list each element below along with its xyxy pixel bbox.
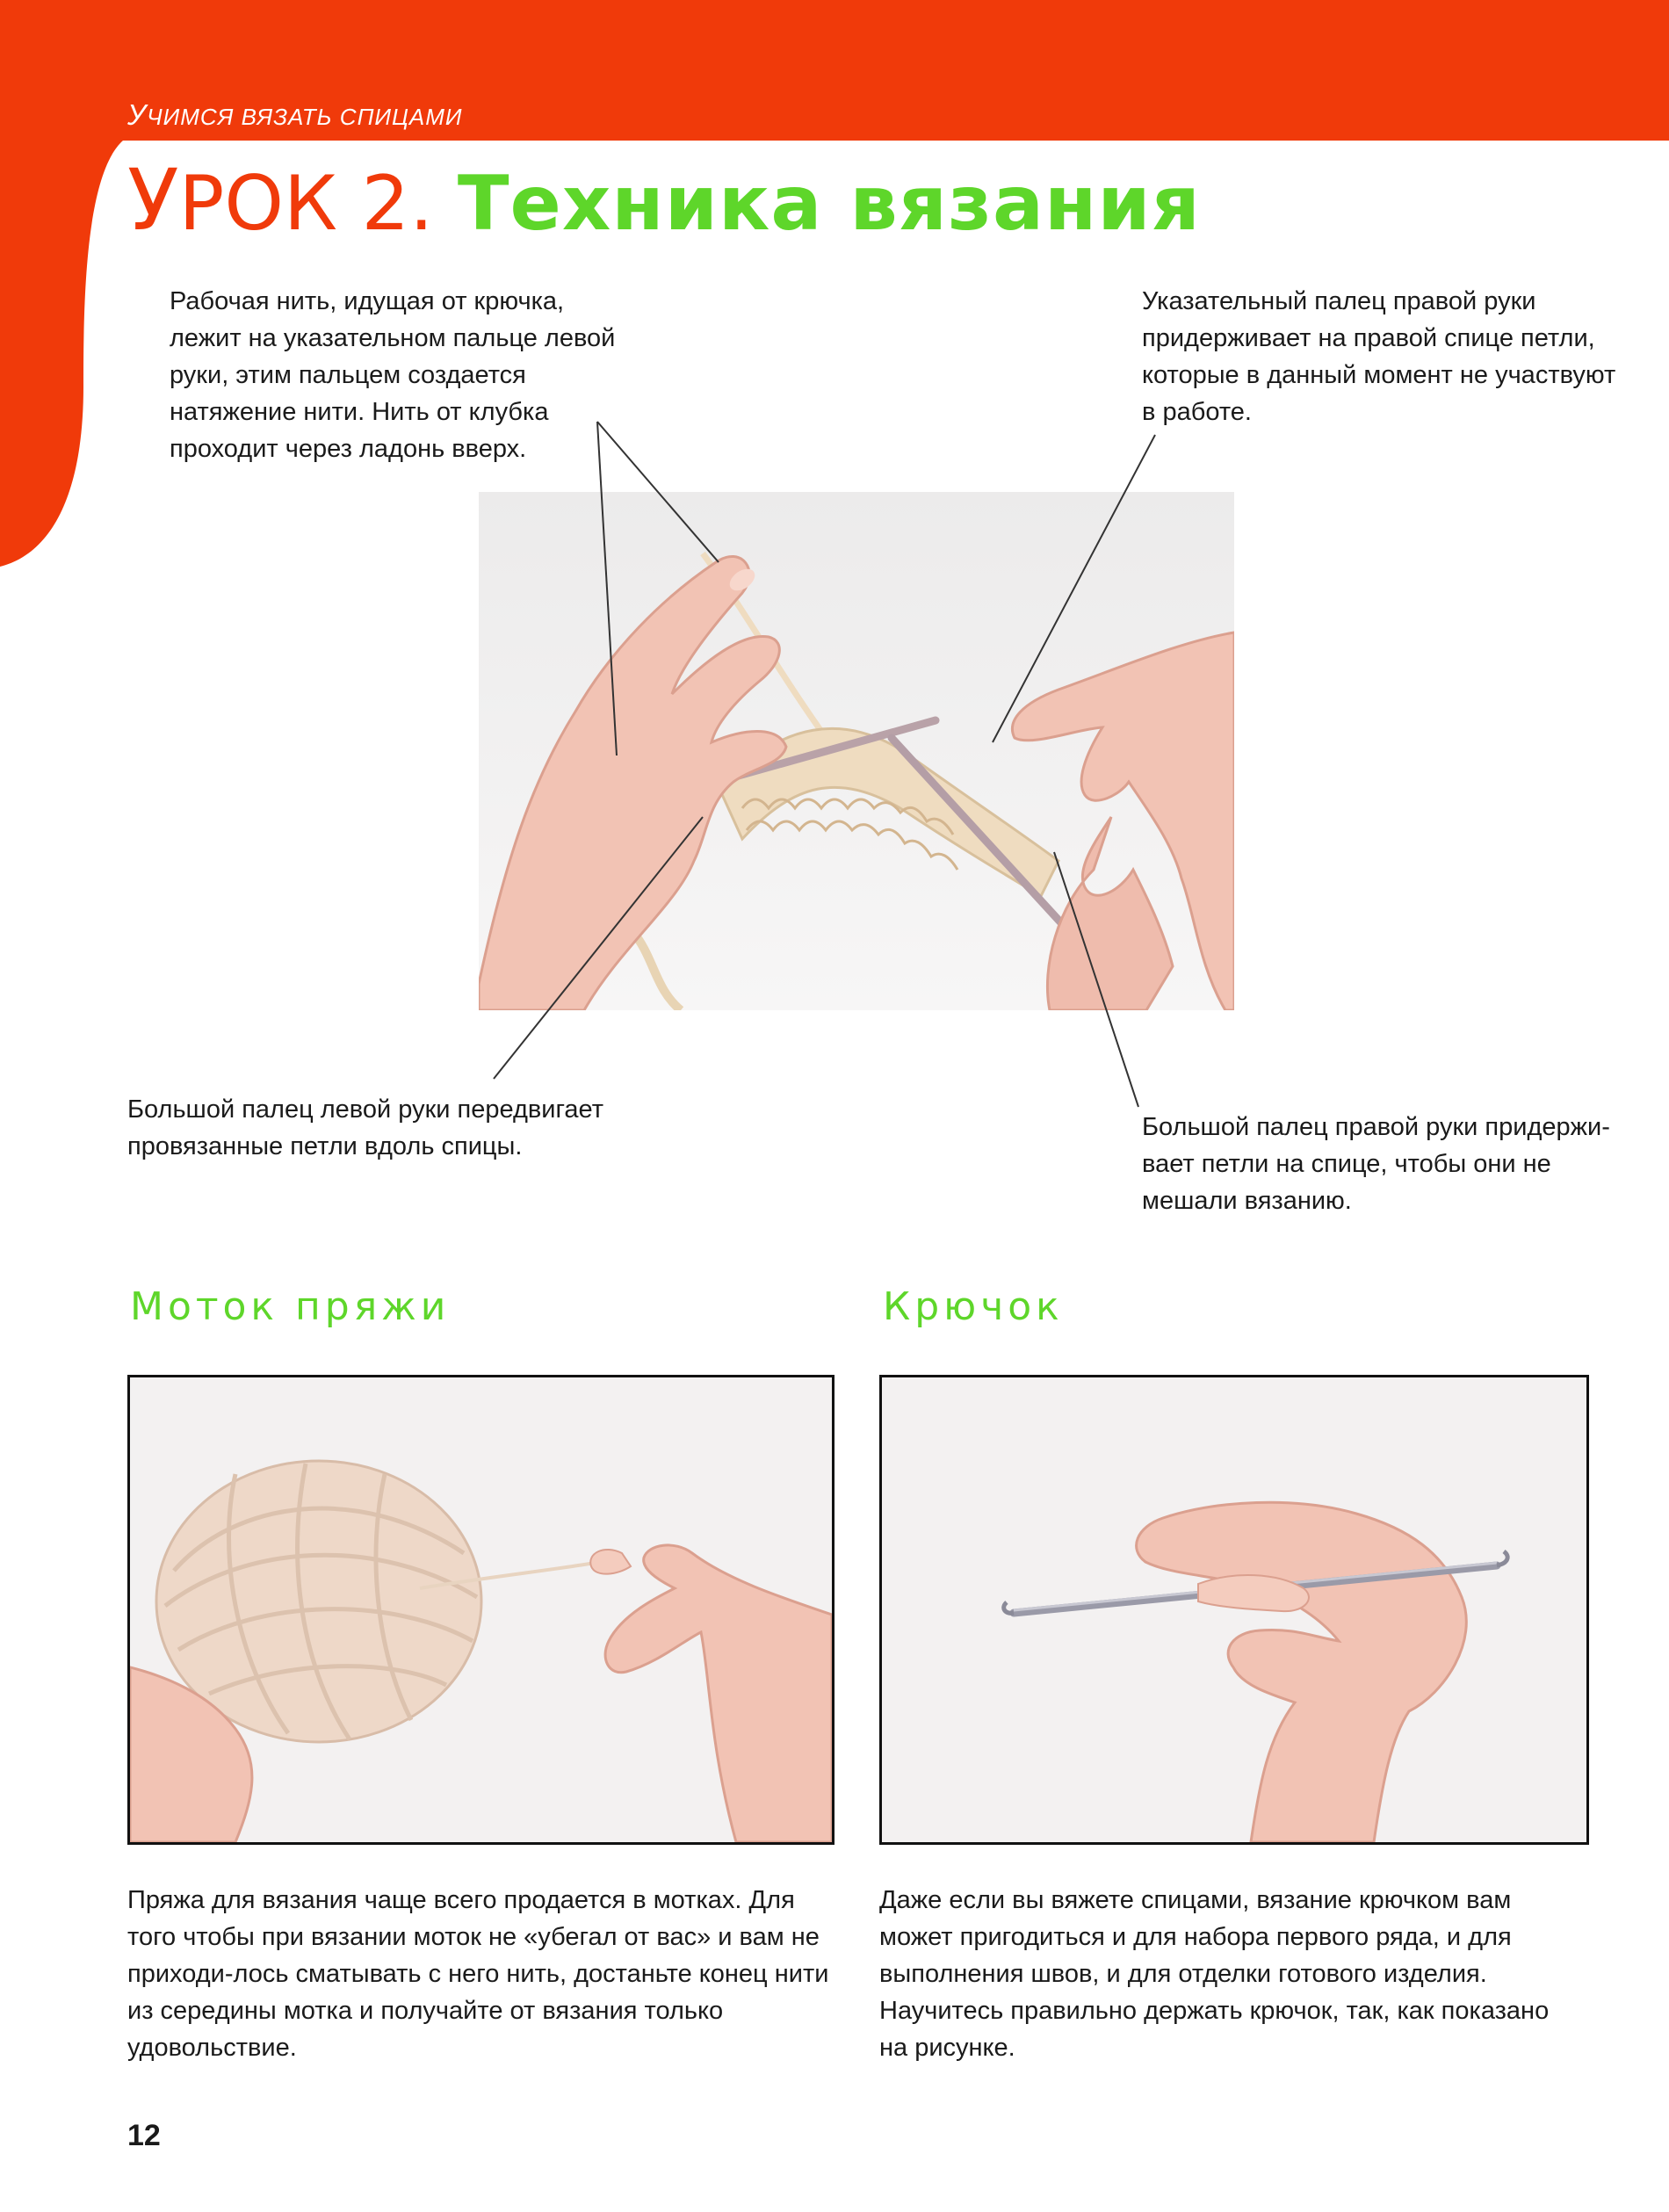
page-title	[127, 151, 1201, 249]
yarn-section-text: Пряжа для вязания чаще всего продается в мотках. Для того чтобы при вязании моток не «убегал от вас» и вам не приходи-лось сматывать с него нить, достаньте конец нити из середины мотка и получайте от вязания только удовольствие.	[127, 1886, 829, 2062]
caption-right-index-finger: Указательный палец правой руки придерживает на правой спице петли, которые в данный момент не участвуют в работе.	[1142, 287, 1616, 426]
yarn-ball-photo	[127, 1375, 834, 1845]
lesson-label: УРОК 2.	[127, 151, 434, 249]
crochet-hook-photo	[879, 1375, 1589, 1845]
lesson-topic: Техника вязания	[457, 160, 1201, 248]
section-heading-hook: Крючок	[883, 1284, 1064, 1329]
caption-working-yarn: Рабочая нить, идущая от крючка, лежит на указательном пальце левой руки, этим пальцем создается натяжение нити. Нить от клубка проходит через ладонь вверх.	[170, 287, 616, 463]
page-number: 12	[127, 2119, 161, 2152]
knitting-hands-photo	[479, 492, 1234, 1010]
caption-left-thumb: Большой палец левой руки передвигает провязанные петли вдоль спицы.	[127, 1095, 604, 1160]
header-side-curve	[0, 0, 176, 597]
running-head: УЧИМСЯ ВЯЗАТЬ СПИЦАМИ	[127, 98, 463, 131]
section-heading-yarn: Моток пряжи	[130, 1284, 451, 1329]
caption-right-thumb: Большой палец правой руки придержи-вает петли на спице, чтобы они не мешали вязанию.	[1142, 1113, 1610, 1215]
hook-section-text: Даже если вы вяжете спицами, вязание крючком вам может пригодиться и для набора первого ряда, и для выполнения швов, и для отделки готового изделия. Научитесь правильно держать крючок, так, как показано на рисунке.	[879, 1886, 1550, 2062]
